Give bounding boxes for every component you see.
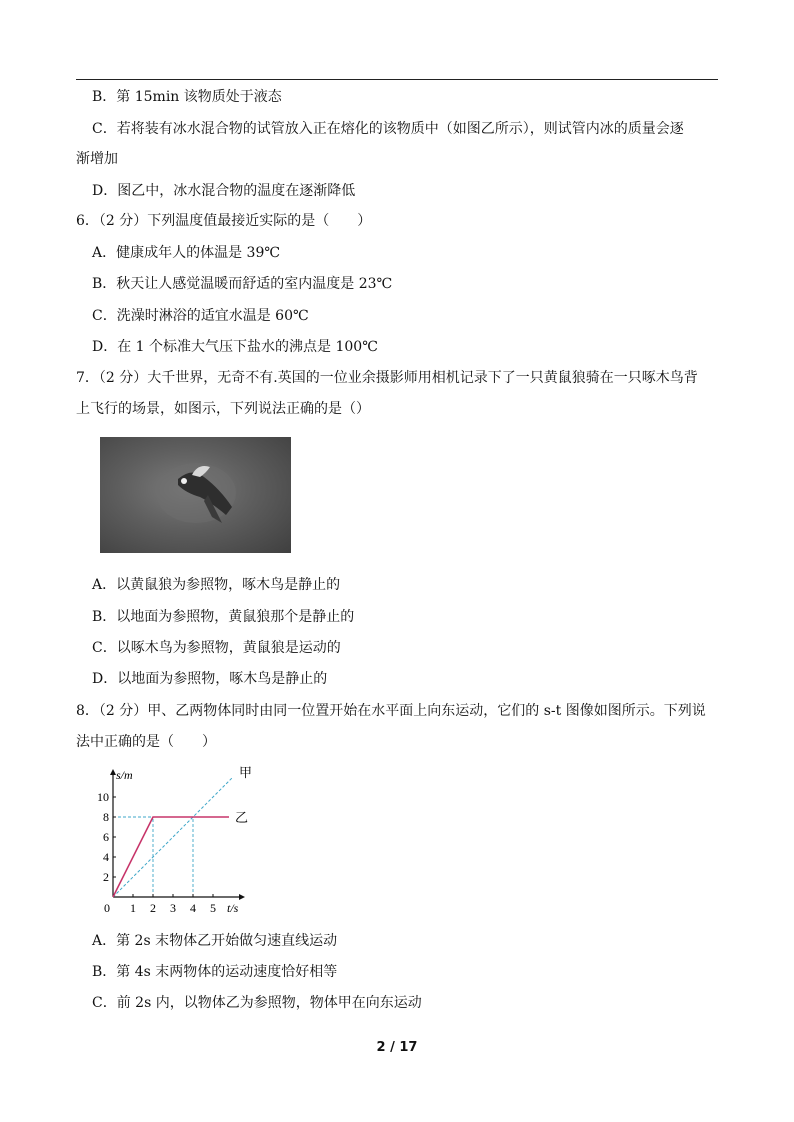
x-tick-label-1: 1: [130, 901, 136, 915]
x-axis-label: t/s: [227, 901, 239, 915]
q8-stem-line1: 8．（2 分）甲、乙两物体同时由同一位置开始在水平面上向东运动，它们的 s-t 图像如图所示。下列说: [76, 703, 706, 719]
series-0-line: [113, 777, 233, 897]
q7-option-b: B．以地面为参照物，黄鼠狼那个是静止的: [92, 609, 355, 625]
y-tick-label-2: 2: [103, 870, 109, 884]
q5-option-b: B．第 15min 该物质处于液态: [92, 89, 282, 105]
y-tick-label-8: 8: [103, 810, 109, 824]
bird-silhouette-icon: [100, 437, 291, 553]
q5-option-c-line1: C．若将装有冰水混合物的试管放入正在熔化的该物质中（如图乙所示），则试管内冰的质量会逐: [92, 121, 684, 137]
x-tick-label-4: 4: [190, 901, 196, 915]
q6-option-a: A．健康成年人的体温是 39℃: [92, 245, 281, 261]
q7-option-d: D．以地面为参照物，啄木鸟是静止的: [92, 671, 328, 687]
q8-option-a: A．第 2s 末物体乙开始做匀速直线运动: [92, 933, 338, 949]
y-tick-label-6: 6: [103, 830, 109, 844]
y-tick-label-10: 10: [97, 790, 109, 804]
series-1-line: [113, 817, 229, 897]
x-axis-arrow: [239, 894, 245, 900]
q7-option-c: C．以啄木鸟为参照物，黄鼠狼是运动的: [92, 640, 341, 656]
q8-stem-line2: 法中正确的是（ ）: [76, 734, 216, 750]
x-tick-label-3: 3: [170, 901, 176, 915]
series-0-label: 甲: [239, 766, 253, 781]
header-rule: [76, 79, 718, 80]
q7-option-a: A．以黄鼠狼为参照物，啄木鸟是静止的: [92, 577, 341, 593]
x-tick-label-5: 5: [210, 901, 216, 915]
q7-stem-line2: 上飞行的场景，如图示，下列说法正确的是（）: [76, 401, 370, 417]
q6-option-d: D．在 1 个标准大气压下盐水的沸点是 100℃: [92, 339, 378, 355]
q5-option-d: D．图乙中，冰水混合物的温度在逐渐降低: [92, 183, 356, 199]
x-tick-label-2: 2: [150, 901, 156, 915]
q8-option-b: B．第 4s 末两物体的运动速度恰好相等: [92, 964, 338, 980]
s-t-graph: [90, 760, 260, 920]
q6-option-c: C．洗澡时淋浴的适宜水温是 60℃: [92, 308, 309, 324]
q5-option-c-line2: 渐增加: [76, 151, 118, 167]
series-1-label: 乙: [235, 811, 249, 826]
x-tick-label-0: 0: [104, 901, 110, 915]
q6-stem: 6．（2 分）下列温度值最接近实际的是（ ）: [76, 213, 372, 229]
page-number: 2 / 17: [376, 1040, 418, 1055]
y-tick-label-4: 4: [103, 850, 109, 864]
q8-option-c: C．前 2s 内，以物体乙为参照物，物体甲在向东运动: [92, 995, 422, 1011]
y-axis-label: s/m: [116, 768, 133, 782]
q6-option-b: B．秋天让人感觉温暖而舒适的室内温度是 23℃: [92, 276, 393, 292]
q7-stem-line1: 7．（2 分）大千世界，无奇不有.英国的一位业余摄影师用相机记录下了一只黄鼠狼骑在一只啄木鸟背: [76, 370, 698, 386]
weasel-woodpecker-photo: [100, 437, 291, 553]
